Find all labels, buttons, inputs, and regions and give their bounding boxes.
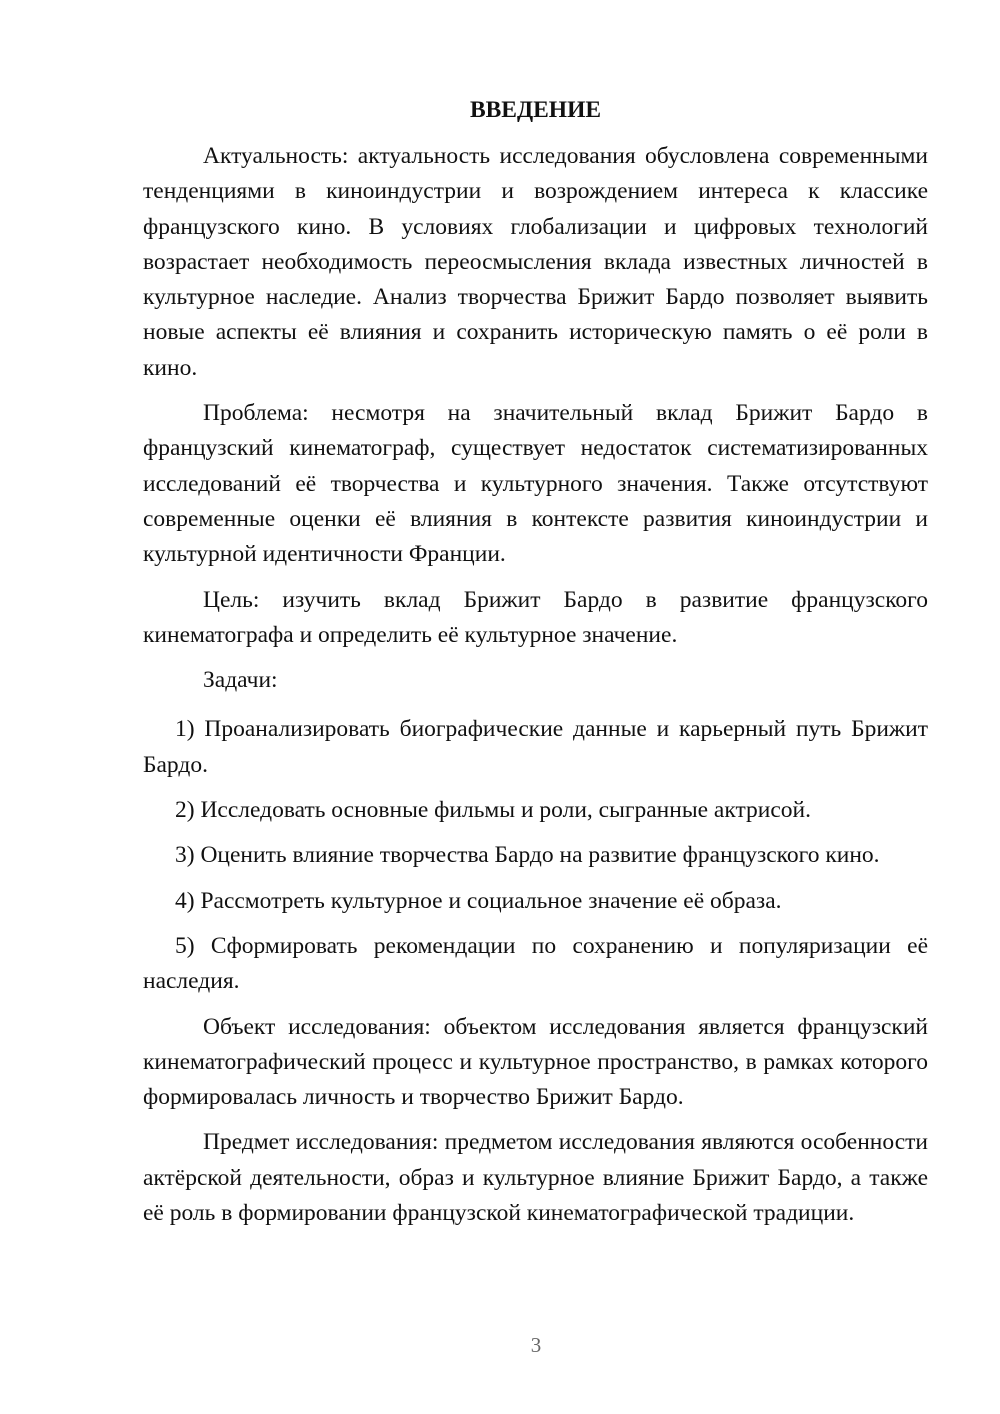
page-number: 3 [530, 1333, 542, 1357]
paragraph-problem: Проблема: несмотря на значительный вклад Брижит Бардо в французский кинематограф, существует недостаток систематизированных исследований её творчества и культурного значения. Также отсутствуют современные оценки её влияния в контексте развития киноиндустрии и культурной идентичности Франции. [143, 400, 928, 568]
paragraph-object: Объект исследования: объектом исследования является французский кинематографический процесс и культурное пространство, в рамках которого формировалась личность и творчество Брижит Бардо. [143, 1013, 928, 1111]
task-item: 4) Рассмотреть культурное и социальное значение её образа. [175, 887, 782, 914]
page-content [143, 94, 928, 1241]
paragraph-subject: Предмет исследования: предметом исследования являются особенности актёрской деятельности, образ и культурное влияние Брижит Бардо, а также её роль в формировании французской кинематографической традиции. [143, 1129, 928, 1227]
paragraph-relevance: Актуальность: актуальность исследования обусловлена современными тенденциями в киноиндустрии и возрождением интереса к классике французского кино. В условиях глобализации и цифровых технологий возрастает необходимость переосмысления вклада известных личностей в культурное наследие. Анализ творчества Брижит Бардо позволяет выявить новые аспекты её влияния и сохранить историческую память о её роли в кино. [143, 143, 928, 381]
task-item: 2) Исследовать основные фильмы и роли, сыгранные актрисой. [175, 797, 811, 824]
tasks-heading: Задачи: [203, 667, 278, 694]
paragraph-goal: Цель: изучить вклад Брижит Бардо в развитие французского кинематографа и определить её культурное значение. [143, 586, 928, 648]
task-item: 1) Проанализировать биографические данные и карьерный путь Брижит Бардо. [143, 716, 928, 778]
task-item: 3) Оценить влияние творчества Бардо на развитие французского кино. [175, 842, 880, 869]
task-item: 5) Сформировать рекомендации по сохранению и популяризации её наследия. [143, 932, 928, 995]
section-title: ВВЕДЕНИЕ [469, 97, 602, 123]
